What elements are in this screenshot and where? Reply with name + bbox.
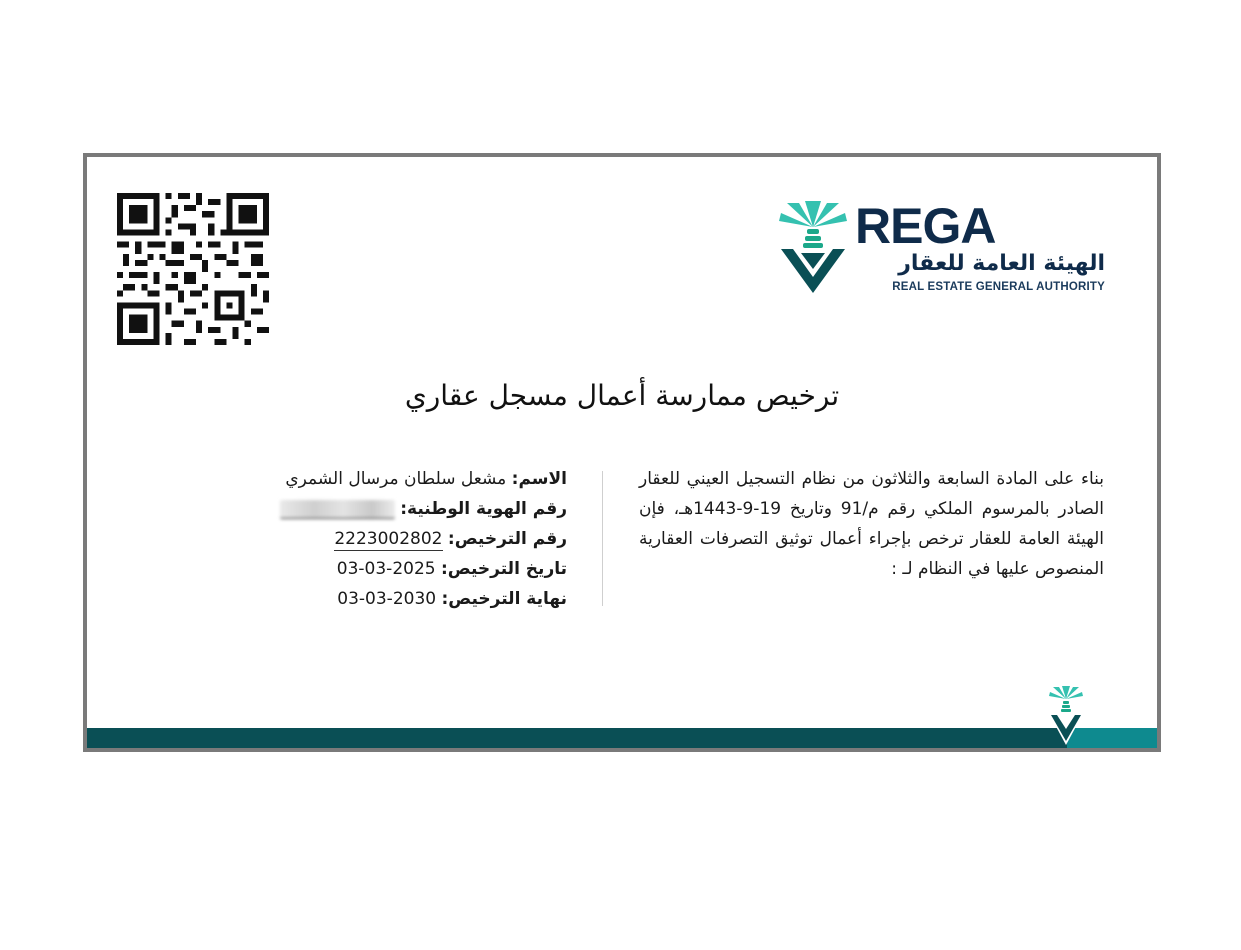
license-end-label: نهاية الترخيص: [441, 589, 567, 609]
national-id-label: رقم الهوية الوطنية: [400, 499, 567, 519]
license-details [237, 464, 567, 614]
license-certificate [83, 153, 1161, 752]
certificate-description: بناء على المادة السابعة والثلاثون من نظام التسجيل العيني للعقار الصادر بالمرسوم الملكي رقم م/91 وتاريخ 19-9-1443هـ، فإن الهيئة العامة للعقار ترخص بإجراء أعمال توثيق التصرفات العقارية المنصوص عليها في النظام لـ : [639, 469, 1105, 579]
name-label: الاسم: [511, 469, 567, 489]
name-value: مشعل سلطان مرسال الشمري [285, 469, 507, 489]
license-end-value: 2030-03-03 [337, 589, 437, 609]
authority-arabic-name: الهيئة العامة للعقار [898, 251, 1105, 276]
license-number-row [237, 524, 567, 554]
footer-band [87, 728, 1157, 748]
license-number-value: 2223002802 [334, 529, 443, 549]
license-number-label: رقم الترخيص: [447, 529, 567, 549]
qr-code-icon [117, 193, 269, 345]
license-date-label: تاريخ الترخيص: [440, 559, 567, 579]
license-date-value: 2025-03-03 [336, 559, 436, 579]
rega-acronym: REGA [855, 198, 996, 254]
authority-english-name: REAL ESTATE GENERAL AUTHORITY [892, 281, 1105, 293]
national-id-redacted [280, 500, 395, 519]
palm-emblem-icon [775, 199, 851, 295]
rega-logo [775, 199, 1105, 299]
license-date-row [237, 554, 567, 584]
national-id-row [237, 494, 567, 524]
license-end-row [237, 584, 567, 614]
column-divider [602, 471, 603, 606]
palm-emblem-small-icon [1047, 685, 1085, 747]
certificate-title: ترخيص ممارسة أعمال مسجل عقاري [404, 379, 840, 412]
name-row [237, 464, 567, 494]
